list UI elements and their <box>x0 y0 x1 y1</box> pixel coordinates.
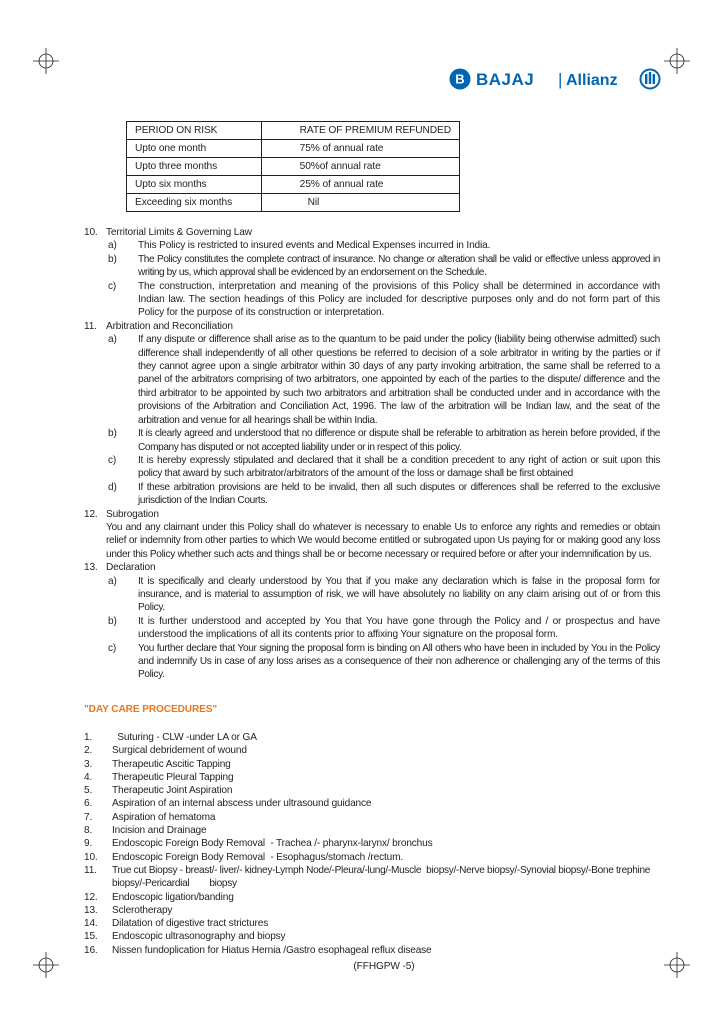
list-item <box>84 784 664 797</box>
table-cell-rate: Nil <box>261 194 459 212</box>
list-item <box>84 930 664 943</box>
item-label: c) <box>108 642 117 654</box>
item-text: The construction, interpretation and meaning of the provisions of this Policy shall be determined in accordance with Indian law. The section headings of this Policy are included for descriptive purposes only and do not form part of this Policy for the purpose of its construction or interpretation. <box>138 280 660 319</box>
item-label: a) <box>108 334 117 346</box>
brand-separator: | <box>558 70 563 89</box>
list-item <box>84 771 664 784</box>
item-text: Endoscopic ultrasonography and biopsy <box>112 931 286 943</box>
day-care-list <box>84 731 664 957</box>
item-number: 13. <box>84 904 98 916</box>
table-cell-period: Upto three months <box>127 158 262 176</box>
item-number: 10. <box>84 851 98 863</box>
item-number: 1. <box>84 732 93 743</box>
item-label: d) <box>108 481 117 493</box>
item-text: Endoscopic Foreign Body Removal - Esophagus/stomach /rectum. <box>112 851 404 863</box>
policy-sections <box>84 226 660 682</box>
list-item <box>106 333 660 427</box>
item-label: c) <box>108 454 117 466</box>
section-number: 12. <box>84 508 98 520</box>
list-item <box>84 811 664 824</box>
section-title: Declaration <box>106 562 156 574</box>
table-row <box>127 176 460 194</box>
list-item <box>84 744 664 757</box>
item-number: 9. <box>84 838 93 850</box>
header-period-on-risk: PERIOD ON RISK <box>127 122 262 140</box>
table-cell-rate: 25% of annual rate <box>261 176 459 194</box>
item-text: This Policy is restricted to insured events and Medical Expenses incurred in India. <box>138 240 491 252</box>
item-number: 12. <box>84 891 98 903</box>
section-paragraph: You and any claimant under this Policy shall do whatever is necessary to enable Us to enforce any rights and remedies or obtain relief or indemnity from other parties to which We would become entitled or subrogated upon Us paying for or making good any loss under this Policy whether such acts and things shall be or become necessary or required before or after your indemnification by us. <box>106 521 660 560</box>
table-cell-rate: 50%of annual rate <box>261 158 459 176</box>
item-text: Therapeutic Ascitic Tapping <box>112 758 231 770</box>
list-item <box>84 917 664 930</box>
bajaj-allianz-logo <box>448 64 664 94</box>
list-item <box>106 454 660 481</box>
item-text: Dilatation of digestive tract strictures <box>112 918 269 930</box>
list-item <box>106 642 660 682</box>
list-item <box>84 758 664 771</box>
page-footer <box>0 961 728 972</box>
item-text: It is specifically and clearly understood by You that if you make any declaration which is false in the proposal form for insurance, and is material to assumption of risk, we will have absolutely no liability on any claim arising out of or from this Policy. <box>138 575 660 614</box>
item-text: If these arbitration provisions are held to be invalid, then all such disputes or differences shall be referred to the exclusive jurisdiction of the Indian Courts. <box>138 481 660 507</box>
allianz-eagle-emblem-icon <box>641 70 660 89</box>
list-item <box>84 944 664 957</box>
section-arbitration <box>84 320 660 508</box>
item-label: b) <box>108 428 117 440</box>
item-label: b) <box>108 615 117 627</box>
table-row <box>127 140 460 158</box>
day-care-heading: "DAY CARE PROCEDURES" <box>84 704 218 715</box>
item-label: c) <box>108 280 117 292</box>
list-item <box>84 797 664 810</box>
section-subrogation <box>84 508 660 562</box>
section-title: Territorial Limits & Governing Law <box>106 227 252 238</box>
section-territorial-limits <box>84 226 660 320</box>
page-code: (FFHGPW -5) <box>353 961 415 972</box>
item-number: 15. <box>84 931 98 943</box>
item-text: Surgical debridement of wound <box>112 745 247 757</box>
list-item <box>106 280 660 320</box>
item-text: It is clearly agreed and understood that no difference or dispute shall be referable to arbitration as herein before provided, if the Company has disputed or not accepted liability under or in respect of this policy. <box>138 428 660 453</box>
item-text: It is further understood and accepted by You that You have gone through the Policy and / or prospectus and have understood the implications of all its contents prior to affixing Your signature on the proposal form. <box>138 615 660 641</box>
list-item <box>84 851 664 864</box>
item-number: 16. <box>84 944 98 956</box>
table-cell-rate: 75% of annual rate <box>261 140 459 158</box>
item-number: 2. <box>84 745 93 757</box>
item-text: It is hereby expressly stipulated and declared that it shall be a condition precedent to any right of action or suit upon this policy that award by such arbitrator/arbitrators of the amount of the loss or damage shall be first obtained <box>138 454 660 480</box>
item-number: 4. <box>84 771 93 783</box>
item-number: 7. <box>84 811 93 823</box>
item-label: a) <box>108 575 117 587</box>
list-item <box>106 253 660 280</box>
list-item <box>84 731 664 744</box>
section-title: Arbitration and Reconciliation <box>106 320 233 332</box>
list-item <box>106 615 660 642</box>
item-text: Endoscopic Foreign Body Removal - Trachea /- pharynx-larynx/ bronchus <box>112 838 433 850</box>
list-item <box>106 575 660 615</box>
item-text: Aspiration of an internal abscess under ultrasound guidance <box>112 798 372 810</box>
list-item <box>84 891 664 904</box>
item-text: Suturing - CLW -under LA or GA <box>112 732 257 743</box>
item-text: The Policy constitutes the complete contract of insurance. No change or alteration shall be valid or effective unless approved in writing by us, which approval shall be evidenced by an endorsement on the Schedule. <box>138 253 660 279</box>
list-item <box>84 864 664 891</box>
item-number: 8. <box>84 825 93 837</box>
table-header-row <box>127 122 460 140</box>
item-text: Aspiration of hematoma <box>112 811 216 823</box>
section-number: 13. <box>84 562 98 574</box>
table-cell-period: Exceeding six months <box>127 194 262 212</box>
list-item <box>84 824 664 837</box>
registration-mark-top-left-icon <box>33 48 59 74</box>
table-row <box>127 158 460 176</box>
item-text: Nissen fundoplication for Hiatus Hernia /Gastro esophageal reflux disease <box>112 944 432 956</box>
item-number: 5. <box>84 785 93 797</box>
item-text: Therapeutic Joint Aspiration <box>112 785 233 797</box>
item-text: Therapeutic Pleural Tapping <box>112 771 234 783</box>
section-title: Subrogation <box>106 508 159 520</box>
item-number: 11. <box>84 864 97 876</box>
section-number: 10. <box>84 227 98 238</box>
svg-text:B: B <box>455 71 465 87</box>
section-declaration <box>84 561 660 682</box>
table-row <box>127 194 460 212</box>
item-text: You further declare that Your signing the proposal form is binding on All others who have been in included by You in the Policy and indemnify Us in case of any loss arises as a consequence of their non adherence or challenging any of the terms of this Policy. <box>138 642 660 681</box>
item-text: Incision and Drainage <box>112 825 207 837</box>
section-number: 11. <box>84 320 97 332</box>
item-text: True cut Biopsy - breast/- liver/- kidney-Lymph Node/-Pleura/-lung/-Muscle biopsy/-Nerve biopsy/-Synovial biopsy/-Bone trephine biopsy/-Pericardial biopsy <box>112 864 653 890</box>
header-rate-refunded: RATE OF PREMIUM REFUNDED <box>261 122 459 140</box>
list-item <box>106 427 660 454</box>
list-item <box>106 481 660 508</box>
registration-mark-top-right-icon <box>664 48 690 74</box>
list-item <box>106 239 660 252</box>
item-number: 14. <box>84 918 98 930</box>
table-cell-period: Upto six months <box>127 176 262 194</box>
list-item <box>84 904 664 917</box>
item-number: 3. <box>84 758 93 770</box>
item-text: Sclerotherapy <box>112 904 173 916</box>
item-number: 6. <box>84 798 93 810</box>
item-text: Endoscopic ligation/banding <box>112 891 234 903</box>
table-cell-period: Upto one month <box>127 140 262 158</box>
brand-name-left: BAJAJ <box>476 70 535 89</box>
item-text: If any dispute or difference shall arise as to the quantum to be paid under the policy (liability being otherwise admitted) such difference shall independently of all other questions be referred to decision of a sole arbitrator in writing by the parties or if they cannot agree upon a single arbitrator within 30 days of any party invoking arbitration, the same shall be referred to a panel of the arbitrators comprising of two arbitrators, one appointed by each of the parties to the dispute/ difference and the third arbitrator to be appointed by such two arbitrators and arbitration shall be conducted under and in accordance with the provisions of the Arbitration and Conciliation Act, 1996. The law of the arbitration will be Indian law, and the seat of the arbitration and venue for all hearings shall be within India. <box>138 334 660 426</box>
item-label: b) <box>108 253 117 265</box>
list-item <box>84 837 664 850</box>
brand-name-right: Allianz <box>566 72 618 89</box>
item-label: a) <box>108 240 117 252</box>
premium-refund-table <box>126 121 460 212</box>
